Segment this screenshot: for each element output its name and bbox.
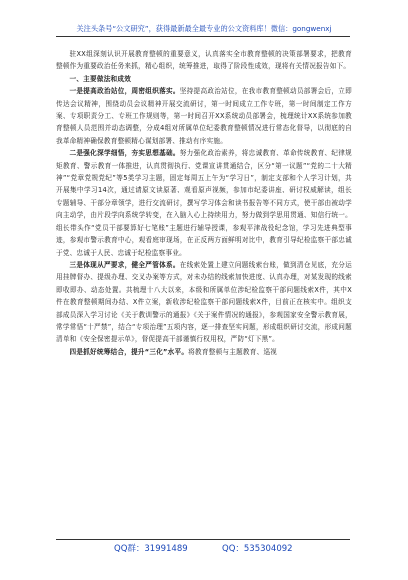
paragraph-4-body: 将教育整顿与主题教育、巡视 [188, 347, 278, 356]
footer-divider [56, 539, 350, 540]
paragraph-4-lead: 四是抓好统筹结合，提升“三化”水平。 [69, 347, 189, 356]
paragraph-1 [56, 85, 352, 147]
qq-group-number: QQ群：31991489 [114, 544, 188, 554]
qq-number: QQ：535304092 [222, 544, 293, 554]
paragraph-4 [56, 346, 352, 358]
intro-paragraph: 驻XX组深刻认识开展教育整顿的重要意义，认真落实全市教育整顿的决策部署要求，把教育整顿作为重要政治任务来抓，精心组织，统筹推进，取得了阶段性成效，现将有关情况报告如下。 [56, 50, 352, 71]
section-heading: 一、主要做法和成效 [69, 74, 132, 83]
paragraph-2-body: 努力强化政治素养，将忠诚教育、革命传统教育、纪律规矩教育、警示教育一体推进，认真贯彻执行、党课宣讲贯通结合，区分“第一议题”“党的二十大精神”“党章党规党纪”等5类学习主题，固定每周五上午为“学习日”，制定支部和个人学习计划，共开展集中学习14次，通过请原文读原著、观看原声视频，参加市纪委讲座、研讨权威解读，组长专题辅导、干部分章领学，进行交流研讨，撰写学习体会和读书报告等不同方式，使干部由被动学向主动学，由片段学向系统学转变，在入脑入心上持续用力，努力做到学思用贯通、知信行统一。组长带头作“党员干部要算好七笔账”主题进行辅导授课，参观平津战役纪念馆，学习先进典型事迹，参观市警示教育中心，观看庭审现场，在正反两方面鲜明对比中，教育引导纪检监察干部忠诚于党、忠诚于人民、忠诚于纪检监察事业。 [56, 149, 352, 257]
paragraph-2 [56, 147, 352, 259]
paragraph-2-lead: 二是强化深学细悟，夯实思想基础。 [69, 149, 180, 158]
paragraph-3 [56, 259, 352, 346]
paragraph-3-body: 在线索处置上建立问题线索台账，做到清仓见底，充分运用挂牌督办、提级办理、交叉办案等方式，对未办结的线索加快进度、认真办理，对某发现的线索即收即办、动态处置。共梳理十八大以来，本级和所属单位涉纪检监察干部问题线索X件，其中X件在教育整顿期间办结、X件立案，新收涉纪检监察干部问题线索X件，目前正在核实中。组织支部成员深入学习讨论《关于教训警示的通报》《关于案件情况的通报》，参观国家安全警示教育展，常学常悟“十严禁”，结合“专项治理”五项内容，逐一排查坚实问题，形成组织研讨交流，形成问题清单和《安全保密提示单》，督促提高干部谨慎行权用权，严防“灯下黑”。 [56, 260, 352, 344]
header-banner: 关注头条号“公文研究”，获得最新最全最专业的公文资料库！微信：gongwenxj [76, 24, 332, 33]
document-body [56, 48, 352, 532]
paragraph-3-lead: 三是体现从严要求，健全严管体系。 [69, 260, 180, 269]
paragraph-1-body: 坚持提高政治站位，在我市教育整顿动员部署会后，立即传达会议精神，围绕动员会议精神开展交流研讨，第一时间成立工作专班，第一时间制定工作方案、专项职责分工、专班工作规则等，第一时间召开XX系统动员部署会，梳理统计XX系统参加教育整顿人员范围并动态调整，分成4组对所属单位纪委教育整顿情况进行常态化督导，以彻底的自我革命精神确保教育整顿精心谋划部署、推动有序实施。 [56, 87, 352, 145]
paragraph-1-lead: 一是提高政治站位，周密组织落实。 [69, 87, 180, 96]
header-divider [56, 36, 350, 37]
footer [56, 542, 350, 556]
